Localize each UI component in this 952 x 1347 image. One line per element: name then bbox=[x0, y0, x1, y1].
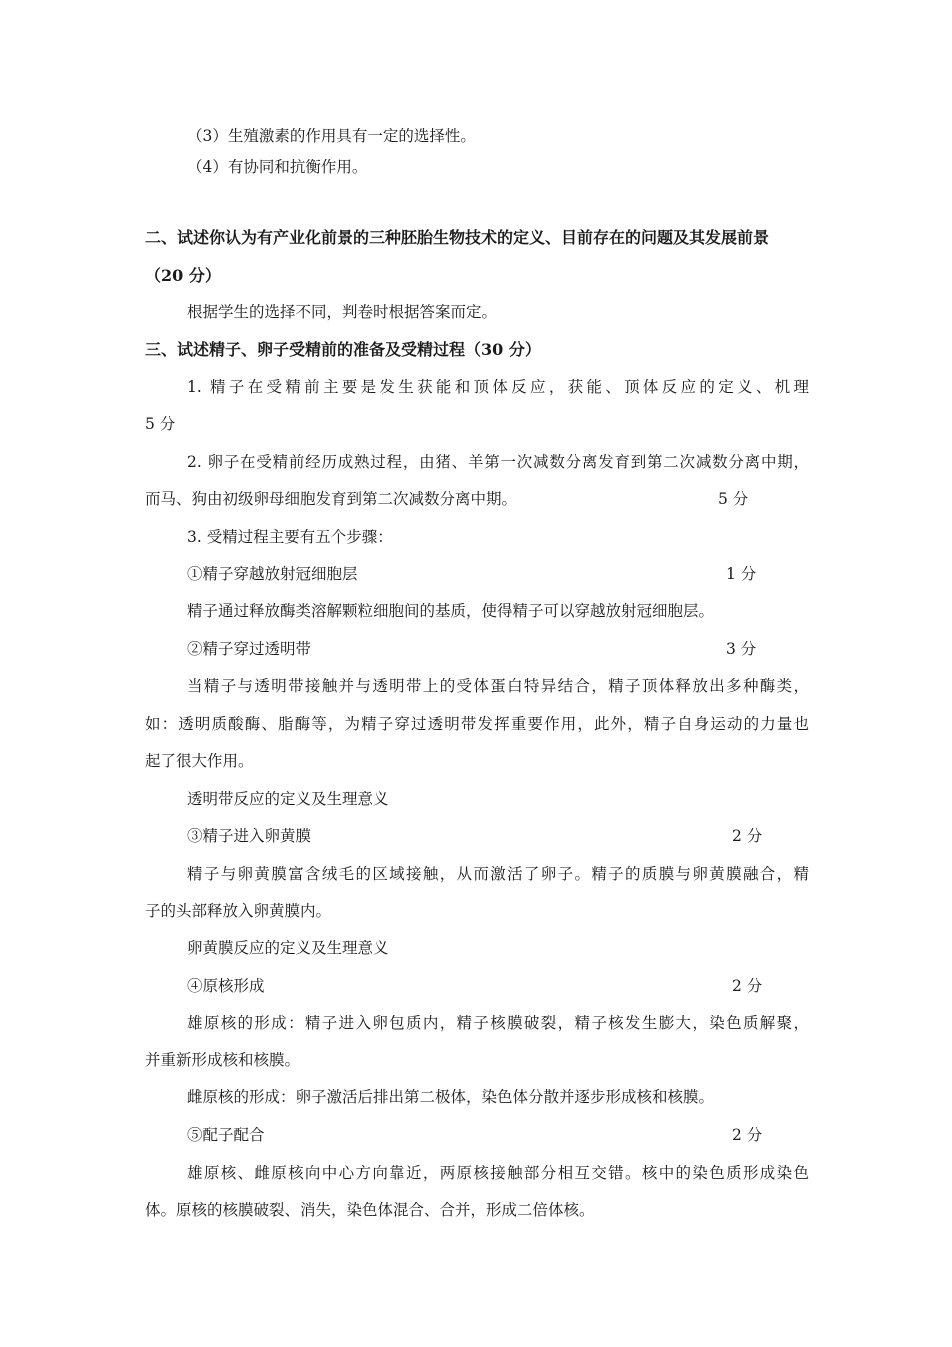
step-4-score: 2 分 bbox=[732, 977, 763, 995]
step-2-title: ②精子穿过透明带 bbox=[187, 640, 312, 658]
step-4-extra: 雌原核的形成：卵子激活后排出第二极体，染色体分散并逐步形成核和核膜。 bbox=[187, 1088, 715, 1106]
step-3-score: 2 分 bbox=[732, 827, 763, 845]
step-5-desc-2: 体。原核的核膜破裂、消失，染色体混合、合并，形成二倍体核。 bbox=[145, 1201, 595, 1219]
step-2-score: 3 分 bbox=[726, 640, 757, 658]
point-2-line-1: 2. 卵子在受精前经历成熟过程，由猪、羊第一次减数分离发育到第二次减数分离中期， bbox=[187, 453, 809, 471]
step-5-score: 2 分 bbox=[732, 1126, 763, 1144]
step-3-desc-1: 精子与卵黄膜富含绒毛的区域接触，从而激活了卵子。精子的质膜与卵黄膜融合，精 bbox=[187, 865, 809, 883]
step-1-score: 1 分 bbox=[726, 565, 757, 583]
section-2-answer: 根据学生的选择不同，判卷时根据答案而定。 bbox=[187, 303, 498, 321]
section-3-heading: 三、试述精子、卵子受精前的准备及受精过程（30 分） bbox=[145, 340, 541, 359]
point-1-line-1: 1. 精子在受精前主要是发生获能和顶体反应，获能、顶体反应的定义、机理 bbox=[187, 378, 809, 396]
step-5-desc-1: 雄原核、雌原核向中心方向靠近，两原核接触部分相互交错。核中的染色质形成染色 bbox=[187, 1164, 809, 1182]
item-3-text: （3）生殖激素的作用具有一定的选择性。 bbox=[187, 127, 476, 145]
step-2-desc-1: 当精子与透明带接触并与透明带上的受体蛋白特异结合，精子顶体释放出多种酶类， bbox=[187, 677, 809, 695]
section-2-heading-cont: （20 分） bbox=[145, 266, 221, 285]
step-4-title: ④原核形成 bbox=[187, 977, 265, 995]
step-2-extra: 透明带反应的定义及生理意义 bbox=[187, 790, 389, 808]
step-3-title: ③精子进入卵黄膜 bbox=[187, 827, 312, 845]
step-3-desc-2: 子的头部释放入卵黄膜内。 bbox=[145, 902, 332, 920]
section-2-heading: 二、试述你认为有产业化前景的三种胚胎生物技术的定义、目前存在的问题及其发展前景 bbox=[145, 228, 770, 247]
item-4-text: （4）有协同和抗衡作用。 bbox=[187, 158, 368, 176]
step-1-desc: 精子通过释放酶类溶解颗粒细胞间的基质，使得精子可以穿越放射冠细胞层。 bbox=[187, 602, 715, 620]
step-1-title: ①精子穿越放射冠细胞层 bbox=[187, 565, 358, 583]
point-1-score: 5 分 bbox=[145, 415, 176, 433]
step-5-title: ⑤配子配合 bbox=[187, 1126, 265, 1144]
step-3-extra: 卵黄膜反应的定义及生理意义 bbox=[187, 939, 389, 957]
step-4-desc-1: 雄原核的形成：精子进入卵包质内，精子核膜破裂，精子核发生膨大，染色质解聚， bbox=[187, 1014, 809, 1032]
step-4-desc-2: 并重新形成核和核膜。 bbox=[145, 1051, 301, 1069]
step-2-desc-3: 起了很大作用。 bbox=[145, 752, 254, 770]
step-2-desc-2: 如：透明质酸酶、脂酶等，为精子穿过透明带发挥重要作用，此外，精子自身运动的力量也 bbox=[145, 715, 809, 733]
point-2-line-2: 而马、狗由初级卵母细胞发育到第二次减数分离中期。 bbox=[145, 490, 518, 508]
point-3-intro: 3. 受精过程主要有五个步骤： bbox=[187, 528, 393, 546]
point-2-score: 5 分 bbox=[718, 490, 749, 508]
